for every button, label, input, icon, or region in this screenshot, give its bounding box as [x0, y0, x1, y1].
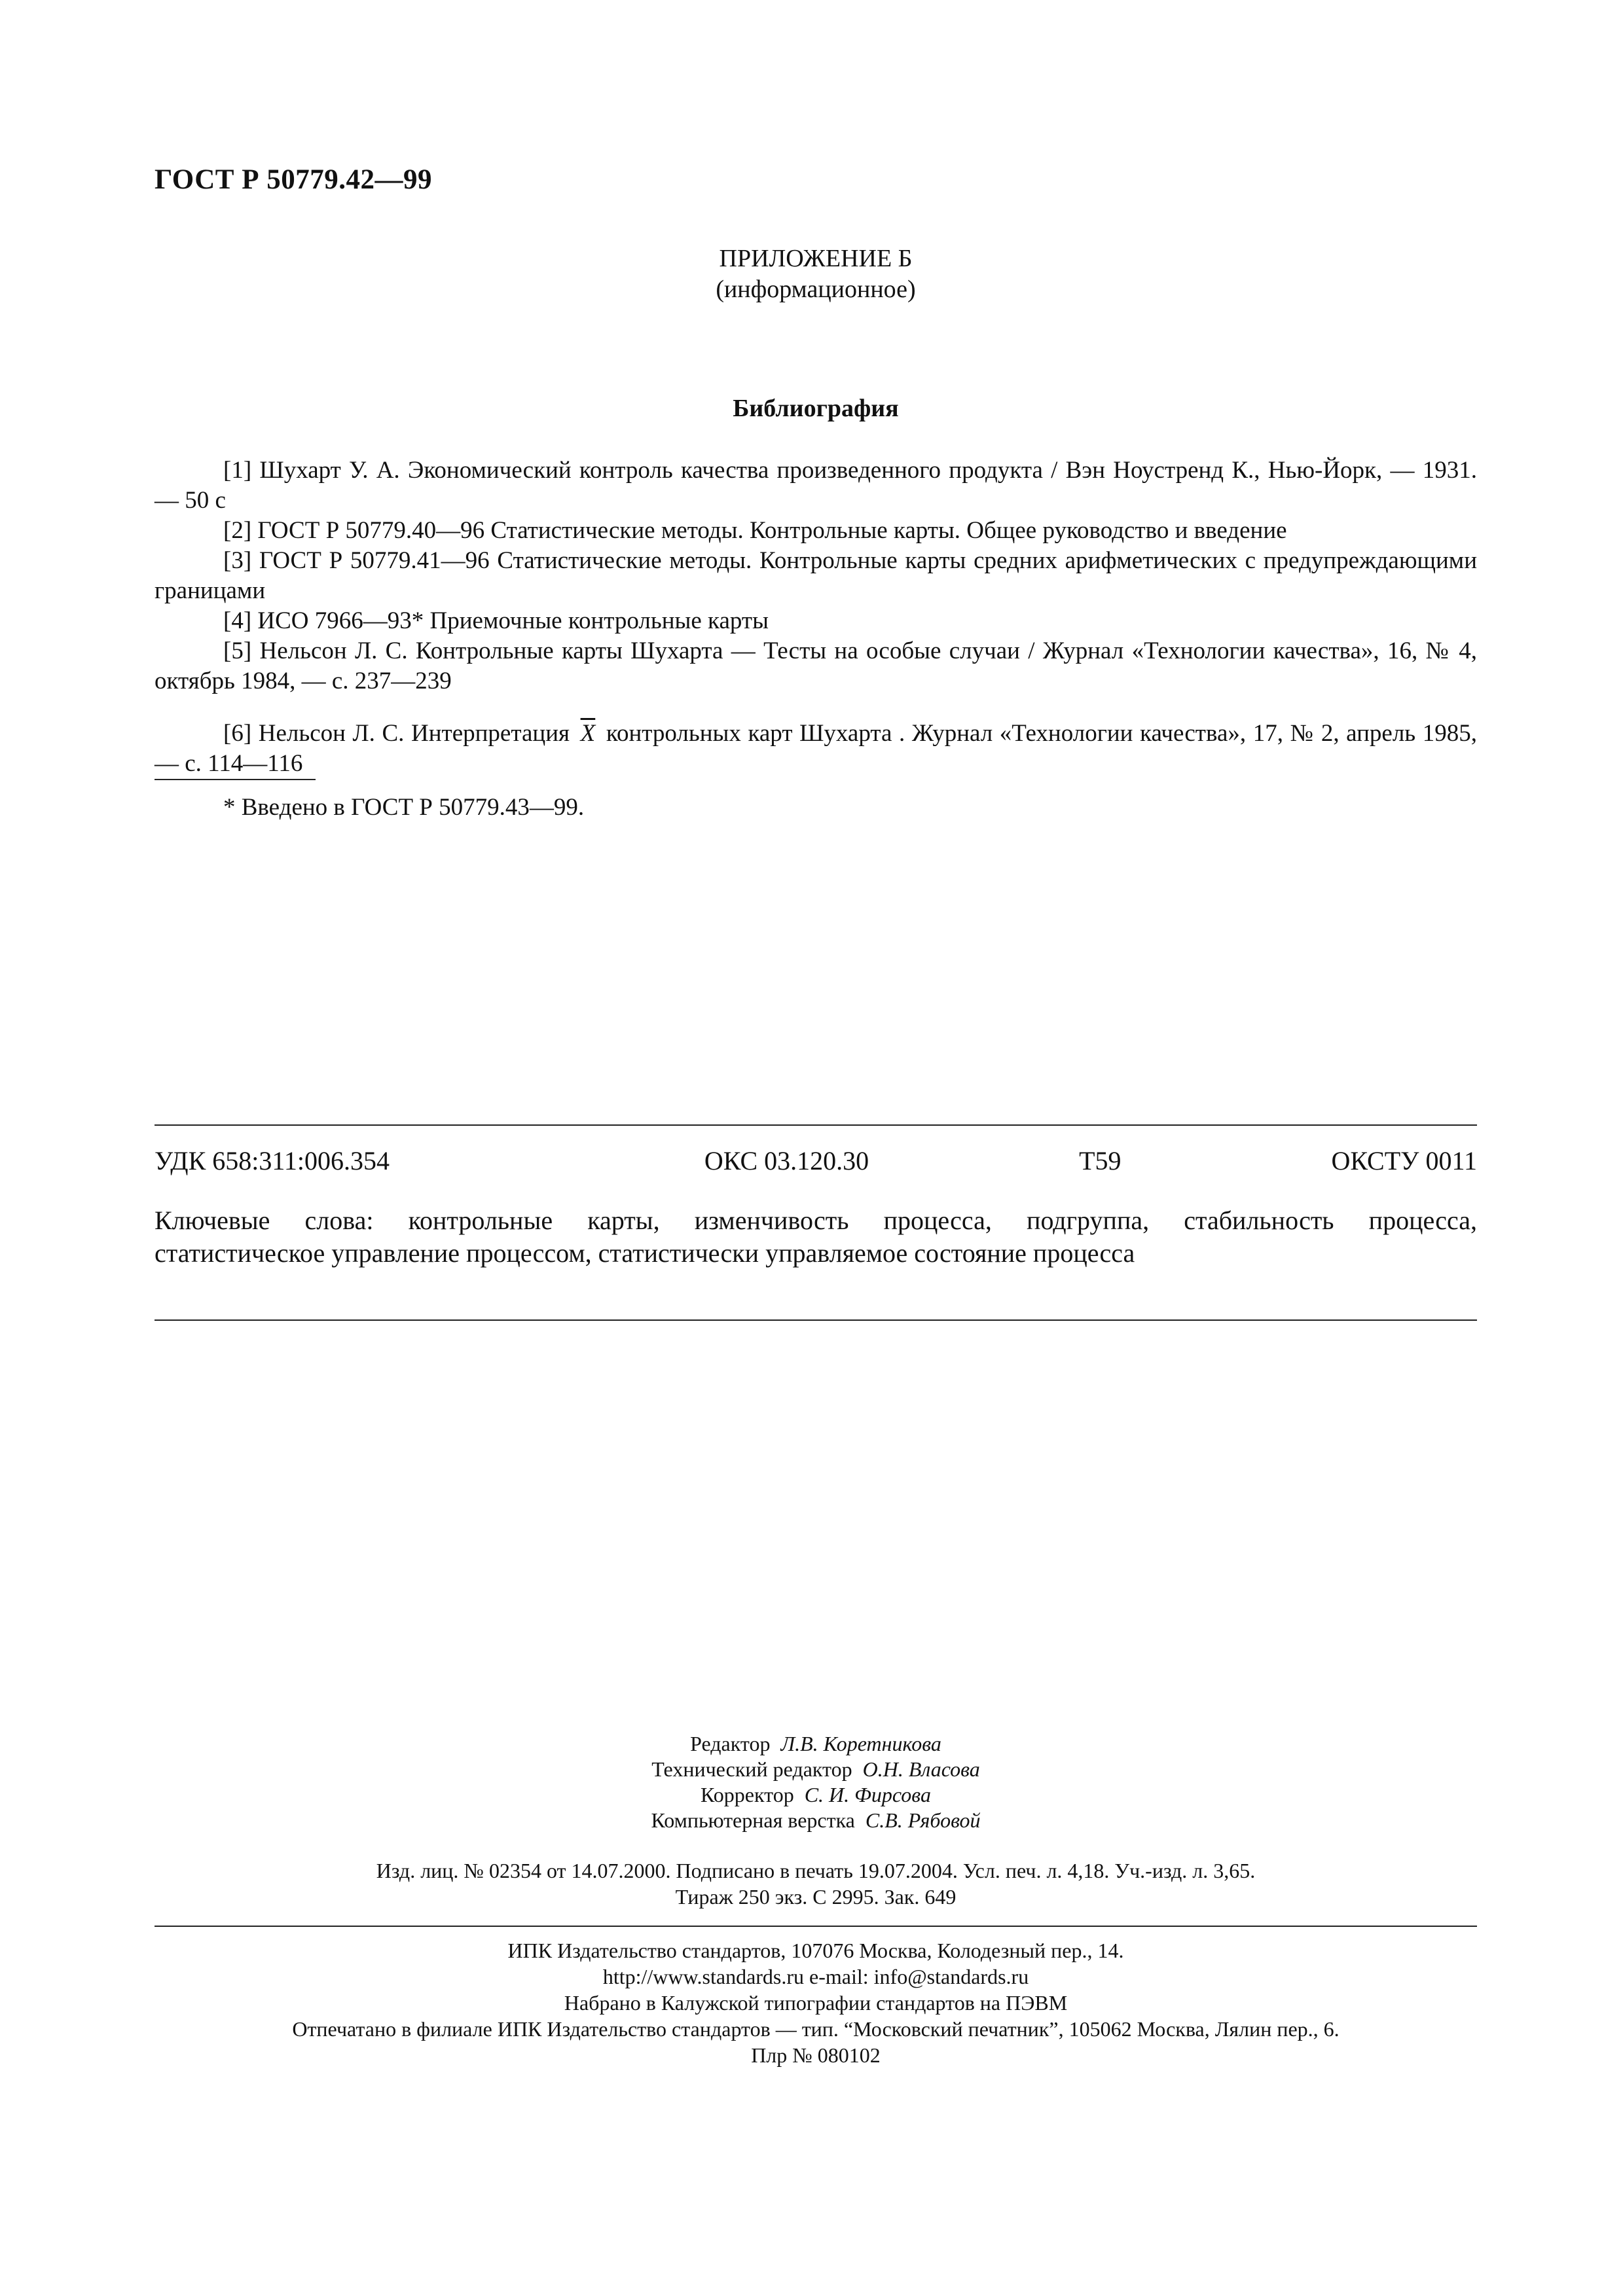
- appendix-subtitle: (информационное): [716, 276, 916, 303]
- appendix-title: ПРИЛОЖЕНИЕ Б: [719, 245, 913, 272]
- publisher-line: Отпечатано в филиале ИПК Издательство стандартов — тип. “Московский печатник”, 105062 Москва, Лялин пер., 6.: [292, 2017, 1340, 2041]
- credit-name: О.Н. Власова: [862, 1757, 980, 1781]
- reference-item: [5] Нельсон Л. С. Контрольные карты Шухарта — Тесты на особые случаи / Журнал «Технологии качества», 16, № 4, октябрь 1984, — с. 237—239: [155, 637, 1477, 694]
- credit-name: Л.В. Коретникова: [780, 1732, 941, 1755]
- print-info-line: Изд. лиц. № 02354 от 14.07.2000. Подписано в печать 19.07.2004. Усл. печ. л. 4,18. Уч.-изд. л. 3,65.: [376, 1859, 1256, 1882]
- publisher-info: [155, 1937, 1477, 2068]
- footnote-divider: [155, 779, 316, 780]
- publisher-line: http://www.standards.ru e-mail: info@standards.ru: [602, 1965, 1029, 1988]
- publisher-line: ИПК Издательство стандартов, 107076 Москва, Колодезный пер., 14.: [507, 1939, 1124, 1962]
- gost-header: ГОСТ Р 50779.42—99: [155, 164, 433, 195]
- credit-line: [155, 1808, 1477, 1833]
- keywords: [155, 1204, 1477, 1270]
- publisher-line: Плр № 080102: [751, 2043, 881, 2067]
- keywords-line-2: статистическое управление процессом, статистически управляемое состояние процесса: [155, 1238, 1135, 1268]
- credit-name: С. И. Фирсова: [804, 1783, 931, 1806]
- reference-text-after: контрольных карт Шухарта . Журнал «Технологии качества», 17, № 2, апрель 1985, — с. 114—116: [155, 720, 1478, 777]
- x-bar-symbol: $\overline{X}$: [580, 720, 596, 747]
- reference-item: [155, 719, 1477, 779]
- credit-line: [155, 1782, 1477, 1808]
- credit-role: Технический редактор: [651, 1757, 852, 1781]
- reference-item: [1] Шухарт У. А. Экономический контроль качества произведенного продукта / Вэн Ноустренд К., Нью-Йорк, — 1931. — 50 с: [155, 457, 1477, 514]
- credit-line: [155, 1757, 1477, 1782]
- credit-name: С.В. Рябовой: [865, 1808, 981, 1832]
- footnote: * Введено в ГОСТ Р 50779.43—99.: [223, 794, 585, 821]
- print-info-line: Тираж 250 экз. С 2995. Зак. 649: [675, 1885, 957, 1909]
- reference-item: [3] ГОСТ Р 50779.41—96 Статистические методы. Контрольные карты средних арифметических с предупреждающими границами: [155, 547, 1477, 604]
- keywords-line-1: Ключевые слова: контрольные карты, изменчивость процесса, подгруппа, стабильность процесса,: [155, 1206, 1477, 1235]
- divider-bottom: [155, 1319, 1477, 1321]
- credits: [155, 1731, 1477, 1833]
- divider-top: [155, 1124, 1477, 1126]
- reference-item: [2] ГОСТ Р 50779.40—96 Статистические методы. Контрольные карты. Общее руководство и введение: [223, 517, 1287, 544]
- okstu-code: ОКСТУ 0011: [1331, 1146, 1477, 1175]
- oks-code: ОКС 03.120.30: [704, 1146, 869, 1175]
- reference-item: [4] ИСО 7966—93* Приемочные контрольные карты: [223, 607, 769, 634]
- credit-role: Компьютерная верстка: [651, 1808, 855, 1832]
- udk-code: УДК 658:311:006.354: [155, 1146, 390, 1175]
- credit-role: Редактор: [690, 1732, 771, 1755]
- publisher-line: Набрано в Калужской типографии стандартов на ПЭВМ: [564, 1991, 1068, 2015]
- bibliography-list: [155, 456, 1477, 779]
- divider-publisher: [155, 1926, 1477, 1927]
- bibliography-title: Библиография: [733, 395, 899, 422]
- print-info: [155, 1857, 1477, 1910]
- reference-text-before: [6] Нельсон Л. С. Интерпретация: [223, 720, 570, 747]
- t-code: Т59: [1079, 1146, 1122, 1175]
- credit-line: [155, 1731, 1477, 1757]
- classification-row: [155, 1145, 1477, 1176]
- credit-role: Корректор: [701, 1783, 794, 1806]
